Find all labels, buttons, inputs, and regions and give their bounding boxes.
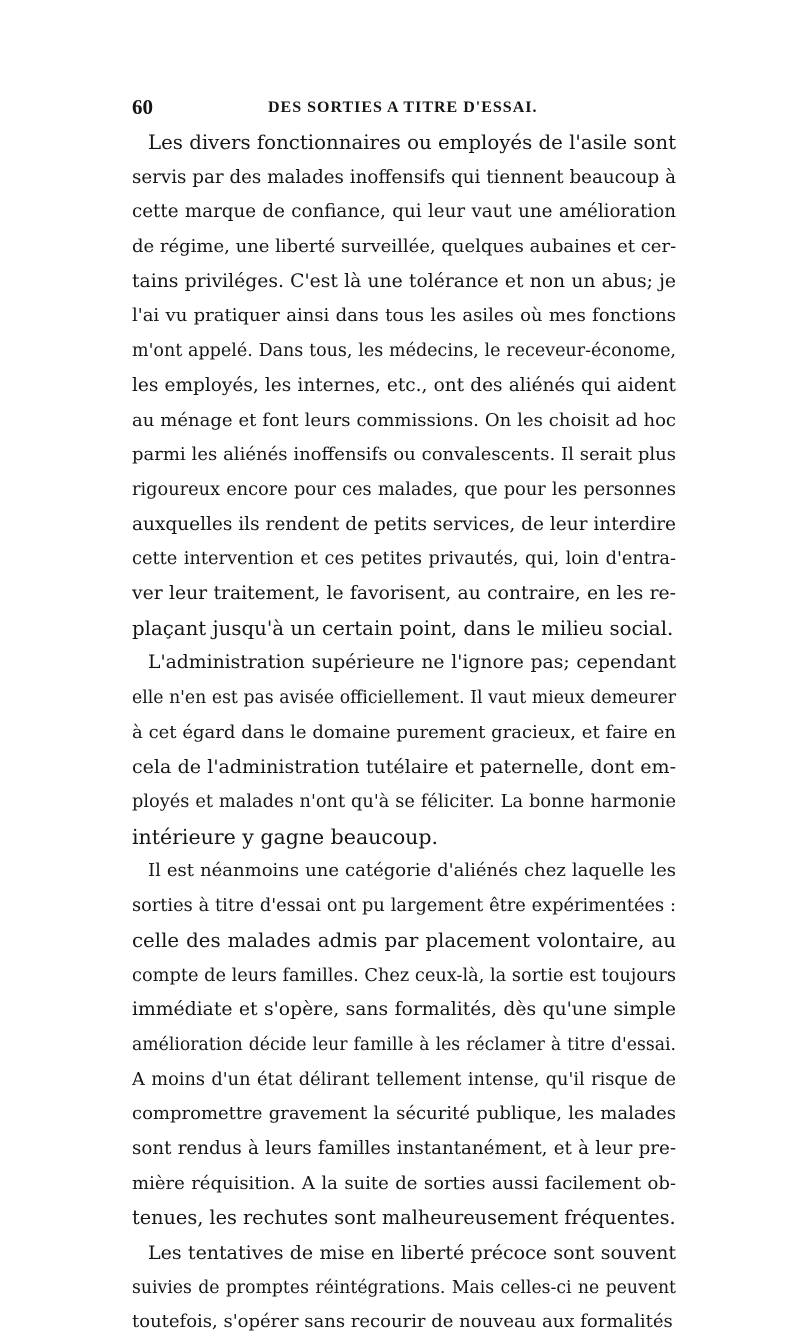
text-line: à cet égard dans le domaine purement gracieux, et faire en (132, 721, 676, 743)
text-line: rigoureux encore pour ces malades, que pour les personnes (132, 479, 676, 500)
text-line: elle n'en est pas avisée officiellement. Il vaut mieux demeurer (132, 688, 676, 708)
text-line: tenues, les rechutes sont malheureusement fréquentes. (132, 1206, 676, 1230)
text-line: cette marque de confiance, qui leur vaut une amélioration (132, 201, 676, 223)
text-line: cela de l'administration tutélaire et paternelle, dont em- (132, 756, 676, 779)
text-line: Les divers fonctionnaires ou employés de l'asile sont (148, 131, 677, 154)
text-line: plaçant jusqu'à un certain point, dans le milieu social. (132, 616, 674, 640)
paragraph (132, 126, 676, 646)
paragraph (132, 646, 676, 854)
text-line: compromettre gravement la sécurité publique, les malades (132, 1103, 676, 1125)
running-title: DES SORTIES A TITRE D'ESSAI. (268, 99, 538, 116)
text-line: Il est néanmoins une catégorie d'aliénés chez laquelle les (148, 860, 676, 882)
text-line: de régime, une liberté surveillée, quelques aubaines et cer- (132, 236, 677, 258)
text-line: l'ai vu pratiquer ainsi dans tous les asiles où mes fonctions (132, 305, 676, 327)
text-line: tains priviléges. C'est là une tolérance et non un abus; je (132, 270, 676, 292)
text-line: suivies de promptes réintégrations. Mais celles-ci ne peuvent (132, 1277, 676, 1298)
text-line: compte de leurs familles. Chez ceux-là, la sortie est toujours (132, 965, 676, 986)
text-line: au ménage et font leurs commissions. On les choisit ad hoc (132, 409, 676, 431)
text-line: les employés, les internes, etc., ont des aliénés qui aident (132, 374, 676, 396)
text-line: auxquelles ils rendent de petits services, de leur interdire (132, 513, 676, 535)
text-line: amélioration décide leur famille à les réclamer à titre d'essai. (132, 1034, 676, 1055)
text-line: sont rendus à leurs familles instantanément, et à leur pre- (132, 1137, 676, 1159)
text-line: Les tentatives de mise en liberté précoce sont souvent (148, 1242, 676, 1264)
text-line: ployés et malades n'ont qu'à se féliciter. La bonne harmonie (132, 792, 676, 813)
body-text (132, 126, 676, 1340)
page-header (132, 95, 672, 125)
paragraph (132, 854, 676, 1236)
text-line: toutefois, s'opérer sans recourir de nouveau aux formalités (132, 1311, 673, 1333)
page-number: 60 (132, 95, 153, 119)
text-line: sorties à titre d'essai ont pu largement être expérimentées : (132, 896, 676, 917)
text-line: intérieure y gagne beaucoup. (132, 824, 439, 849)
text-line: parmi les aliénés inoffensifs ou convalescents. Il serait plus (132, 444, 676, 466)
paragraph (132, 1236, 676, 1340)
text-line: servis par des malades inoffensifs qui tiennent beaucoup à (132, 166, 676, 188)
text-line: mière réquisition. A la suite de sorties aussi facilement ob- (132, 1172, 676, 1194)
text-line: cette intervention et ces petites privautés, qui, loin d'entra- (132, 549, 676, 570)
text-line: m'ont appelé. Dans tous, les médecins, le receveur-économe, (132, 341, 676, 362)
text-line: ver leur traitement, le favorisent, au contraire, en les re- (132, 582, 676, 604)
text-line: celle des malades admis par placement volontaire, au (132, 928, 676, 952)
text-line: L'administration supérieure ne l'ignore pas; cependant (148, 652, 676, 674)
text-line: immédiate et s'opère, sans formalités, dès qu'une simple (132, 999, 676, 1021)
text-line: A moins d'un état délirant tellement intense, qu'il risque de (132, 1069, 676, 1090)
